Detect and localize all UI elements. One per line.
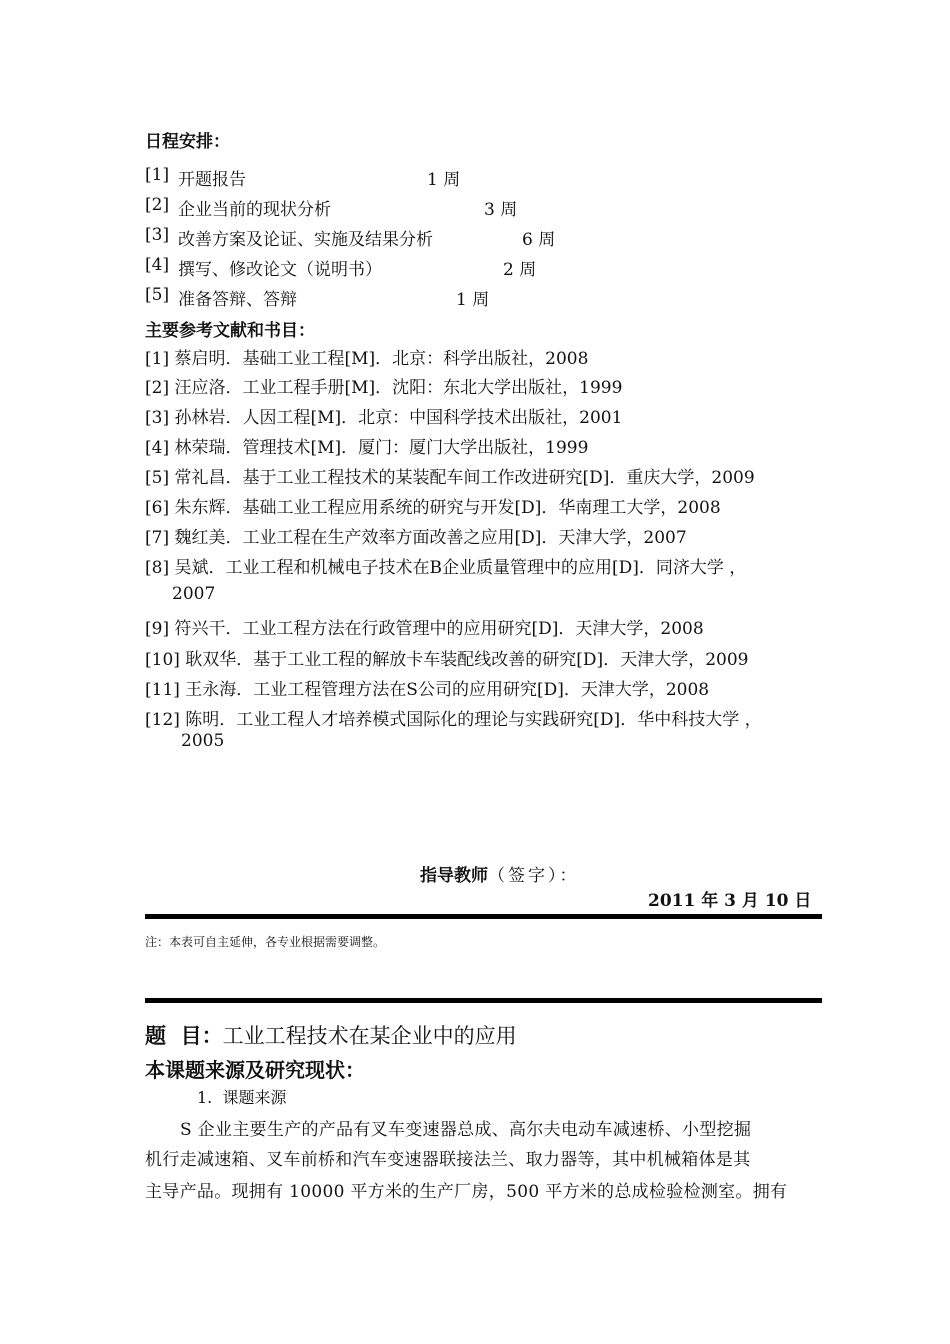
schedule-item-num: [2] [145, 195, 170, 215]
topic-line [145, 1020, 517, 1050]
schedule-item-duration: 2 周 [503, 260, 537, 280]
source-heading: 本课题来源及研究现状： [145, 1058, 365, 1082]
schedule-item-num: [3] [145, 225, 170, 245]
body-line: 主导产品。现拥有 10000 平方米的生产厂房，500 平方米的总成检验检测室。拥有 [145, 1182, 788, 1202]
divider-rule [145, 998, 822, 1003]
schedule-item-task: 开题报告 [178, 170, 246, 190]
schedule-heading: 日程安排： [145, 132, 230, 152]
divider-rule [145, 914, 822, 919]
reference-item-continuation: 2007 [172, 584, 216, 604]
reference-item: [8] 吴斌．工业工程和机械电子技术在B企业质量管理中的应用[D]．同济大学 ， [145, 558, 747, 578]
reference-item: [6] 朱东辉．基础工业工程应用系统的研究与开发[D]．华南理工大学，2008 [145, 498, 721, 518]
reference-item: [11] 王永海．工业工程管理方法在S公司的应用研究[D]．天津大学，2008 [145, 680, 710, 700]
reference-item: [5] 常礼昌．基于工业工程技术的某装配车间工作改进研究[D]．重庆大学，2009 [145, 468, 755, 488]
schedule-item-num: [5] [145, 285, 170, 305]
schedule-item-duration: 6 周 [522, 230, 556, 250]
references-heading: 主要参考文献和书目： [145, 321, 315, 341]
schedule-item-task: 准备答辩、答辩 [178, 290, 297, 310]
reference-item-continuation: 2005 [181, 731, 225, 751]
section-heading: 1. 课题来源 [197, 1088, 287, 1107]
reference-item: [3] 孙林岩．人因工程[M]．北京：中国科学技术出版社，2001 [145, 408, 623, 428]
reference-item: [9] 符兴干．工业工程方法在行政管理中的应用研究[D]．天津大学，2008 [145, 619, 704, 639]
reference-item: [10] 耿双华．基于工业工程的解放卡车装配线改善的研究[D]．天津大学，2009 [145, 650, 749, 670]
schedule-item-duration: 3 周 [484, 200, 518, 220]
body-line: 机行走减速箱、叉车前桥和汽车变速器联接法兰、取力器等，其中机械箱体是其 [145, 1150, 751, 1170]
signature-date: 2011 年 3 月 10 日 [648, 891, 812, 911]
schedule-item-num: [1] [145, 165, 170, 185]
topic-label: 题 目： [145, 1024, 223, 1048]
reference-item: [7] 魏红美．工业工程在生产效率方面改善之应用[D]．天津大学，2007 [145, 528, 687, 548]
table-note: 注：本表可自主延伸，各专业根据需要调整。 [145, 935, 386, 949]
advisor-label: 指导教师 [420, 866, 488, 886]
advisor-signature-label [420, 861, 580, 886]
schedule-item-num: [4] [145, 255, 170, 275]
schedule-item-duration: 1 周 [456, 290, 490, 310]
schedule-item-duration: 1 周 [427, 170, 461, 190]
schedule-item-task: 撰写、修改论文（说明书） [178, 260, 382, 280]
body-line: S 企业主要生产的产品有叉车变速器总成、高尔夫电动车减速桥、小型挖掘 [180, 1120, 752, 1140]
reference-item: [2] 汪应洛．工业工程手册[M]．沈阳：东北大学出版社，1999 [145, 378, 623, 398]
schedule-item-task: 改善方案及论证、实施及结果分析 [178, 230, 433, 250]
reference-item: [1] 蔡启明．基础工业工程[M]．北京：科学出版社，2008 [145, 349, 589, 369]
signature-suffix: （签字）： [488, 866, 580, 886]
topic-title: 工业工程技术在某企业中的应用 [222, 1024, 517, 1048]
schedule-item-task: 企业当前的现状分析 [178, 200, 331, 220]
reference-item: [4] 林荣瑞．管理技术[M]．厦门：厦门大学出版社，1999 [145, 438, 589, 458]
reference-item: [12] 陈明．工业工程人才培养模式国际化的理论与实践研究[D]．华中科技大学 ， [145, 710, 762, 730]
